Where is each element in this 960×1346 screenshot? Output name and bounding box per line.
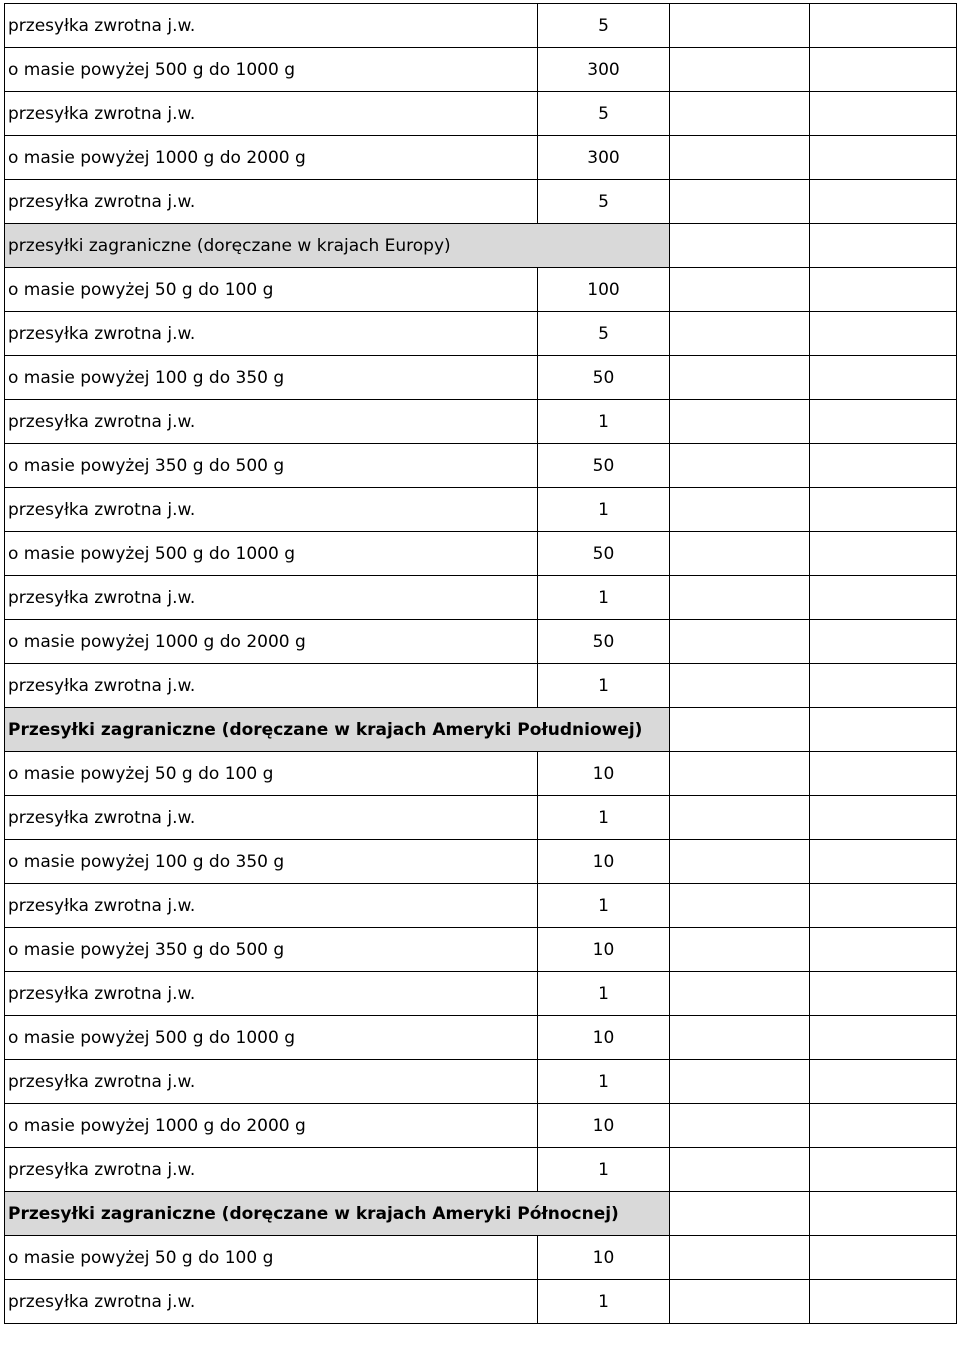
item-description: przesyłka zwrotna j.w. [5,1060,538,1104]
table-row [5,488,957,532]
table-row [5,972,957,1016]
item-quantity: 50 [538,444,670,488]
empty-value-cell [810,752,957,796]
empty-value-cell [810,796,957,840]
empty-value-cell [810,972,957,1016]
item-quantity: 1 [538,796,670,840]
item-quantity: 100 [538,268,670,312]
empty-price-cell [670,532,810,576]
item-description: przesyłka zwrotna j.w. [5,4,538,48]
empty-price-cell [670,444,810,488]
empty-price-cell [670,1016,810,1060]
table-row [5,1280,957,1324]
empty-value-cell [810,1280,957,1324]
empty-price-cell [670,224,810,268]
table-row [5,4,957,48]
empty-value-cell [810,356,957,400]
empty-value-cell [810,708,957,752]
item-quantity: 1 [538,884,670,928]
item-quantity: 10 [538,1236,670,1280]
item-description: przesyłka zwrotna j.w. [5,400,538,444]
item-quantity: 5 [538,312,670,356]
item-description: przesyłka zwrotna j.w. [5,180,538,224]
empty-value-cell [810,4,957,48]
empty-price-cell [670,136,810,180]
item-quantity: 10 [538,928,670,972]
empty-price-cell [670,576,810,620]
empty-value-cell [810,92,957,136]
empty-value-cell [810,1148,957,1192]
empty-value-cell [810,840,957,884]
table-row [5,180,957,224]
empty-value-cell [810,400,957,444]
item-quantity: 1 [538,1148,670,1192]
item-description: o masie powyżej 50 g do 100 g [5,752,538,796]
item-description: o masie powyżej 350 g do 500 g [5,444,538,488]
item-description: o masie powyżej 100 g do 350 g [5,840,538,884]
table-row [5,444,957,488]
empty-value-cell [810,1060,957,1104]
empty-value-cell [810,444,957,488]
empty-price-cell [670,1060,810,1104]
empty-price-cell [670,1148,810,1192]
item-quantity: 50 [538,532,670,576]
empty-value-cell [810,620,957,664]
empty-value-cell [810,1016,957,1060]
empty-price-cell [670,972,810,1016]
section-header-row [5,1192,957,1236]
table-row [5,928,957,972]
empty-price-cell [670,664,810,708]
item-quantity: 5 [538,4,670,48]
table-row [5,1236,957,1280]
item-description: przesyłka zwrotna j.w. [5,488,538,532]
table-row [5,752,957,796]
empty-price-cell [670,1192,810,1236]
item-quantity: 1 [538,664,670,708]
item-quantity: 1 [538,400,670,444]
item-quantity: 1 [538,576,670,620]
table-row [5,620,957,664]
item-quantity: 1 [538,1060,670,1104]
item-quantity: 1 [538,972,670,1016]
item-quantity: 5 [538,180,670,224]
empty-price-cell [670,1280,810,1324]
empty-price-cell [670,488,810,532]
table-row [5,136,957,180]
table-row [5,312,957,356]
section-title: przesyłki zagraniczne (doręczane w krajach Europy) [5,224,670,268]
empty-value-cell [810,136,957,180]
empty-value-cell [810,268,957,312]
table-row [5,664,957,708]
item-description: o masie powyżej 500 g do 1000 g [5,532,538,576]
empty-value-cell [810,488,957,532]
item-description: o masie powyżej 350 g do 500 g [5,928,538,972]
empty-price-cell [670,884,810,928]
table-row [5,884,957,928]
item-description: przesyłka zwrotna j.w. [5,1280,538,1324]
table-row [5,532,957,576]
item-description: przesyłka zwrotna j.w. [5,576,538,620]
item-quantity: 300 [538,136,670,180]
item-quantity: 50 [538,356,670,400]
empty-value-cell [810,1236,957,1280]
table-row [5,1016,957,1060]
table-row [5,840,957,884]
empty-value-cell [810,224,957,268]
empty-price-cell [670,48,810,92]
empty-value-cell [810,180,957,224]
empty-price-cell [670,312,810,356]
table-row [5,1060,957,1104]
item-description: o masie powyżej 500 g do 1000 g [5,48,538,92]
item-description: przesyłka zwrotna j.w. [5,312,538,356]
section-header-row [5,224,957,268]
empty-price-cell [670,400,810,444]
item-quantity: 10 [538,752,670,796]
item-description: przesyłka zwrotna j.w. [5,664,538,708]
empty-value-cell [810,532,957,576]
item-description: o masie powyżej 100 g do 350 g [5,356,538,400]
empty-price-cell [670,796,810,840]
empty-value-cell [810,48,957,92]
item-description: przesyłka zwrotna j.w. [5,1148,538,1192]
item-description: przesyłka zwrotna j.w. [5,796,538,840]
empty-value-cell [810,576,957,620]
price-table-body [5,4,957,1324]
item-quantity: 10 [538,840,670,884]
empty-value-cell [810,312,957,356]
empty-price-cell [670,1236,810,1280]
item-description: o masie powyżej 50 g do 100 g [5,1236,538,1280]
empty-price-cell [670,180,810,224]
empty-price-cell [670,620,810,664]
item-description: o masie powyżej 1000 g do 2000 g [5,1104,538,1148]
item-quantity: 1 [538,488,670,532]
item-quantity: 50 [538,620,670,664]
item-quantity: 10 [538,1104,670,1148]
empty-value-cell [810,1192,957,1236]
item-description: przesyłka zwrotna j.w. [5,972,538,1016]
empty-price-cell [670,4,810,48]
empty-value-cell [810,928,957,972]
empty-value-cell [810,664,957,708]
section-title: Przesyłki zagraniczne (doręczane w krajach Ameryki Południowej) [5,708,670,752]
empty-price-cell [670,840,810,884]
item-quantity: 1 [538,1280,670,1324]
item-description: przesyłka zwrotna j.w. [5,884,538,928]
section-title: Przesyłki zagraniczne (doręczane w krajach Ameryki Północnej) [5,1192,670,1236]
table-row [5,356,957,400]
item-quantity: 5 [538,92,670,136]
price-table [4,3,957,1324]
item-description: o masie powyżej 1000 g do 2000 g [5,620,538,664]
empty-value-cell [810,884,957,928]
table-row [5,796,957,840]
item-description: o masie powyżej 500 g do 1000 g [5,1016,538,1060]
item-description: o masie powyżej 50 g do 100 g [5,268,538,312]
empty-price-cell [670,356,810,400]
empty-price-cell [670,708,810,752]
table-row [5,1104,957,1148]
item-description: o masie powyżej 1000 g do 2000 g [5,136,538,180]
empty-price-cell [670,1104,810,1148]
item-quantity: 300 [538,48,670,92]
empty-price-cell [670,92,810,136]
item-quantity: 10 [538,1016,670,1060]
empty-price-cell [670,752,810,796]
table-row [5,400,957,444]
table-row [5,1148,957,1192]
empty-price-cell [670,928,810,972]
table-row [5,576,957,620]
table-row [5,92,957,136]
item-description: przesyłka zwrotna j.w. [5,92,538,136]
empty-value-cell [810,1104,957,1148]
section-header-row [5,708,957,752]
table-row [5,268,957,312]
table-row [5,48,957,92]
empty-price-cell [670,268,810,312]
